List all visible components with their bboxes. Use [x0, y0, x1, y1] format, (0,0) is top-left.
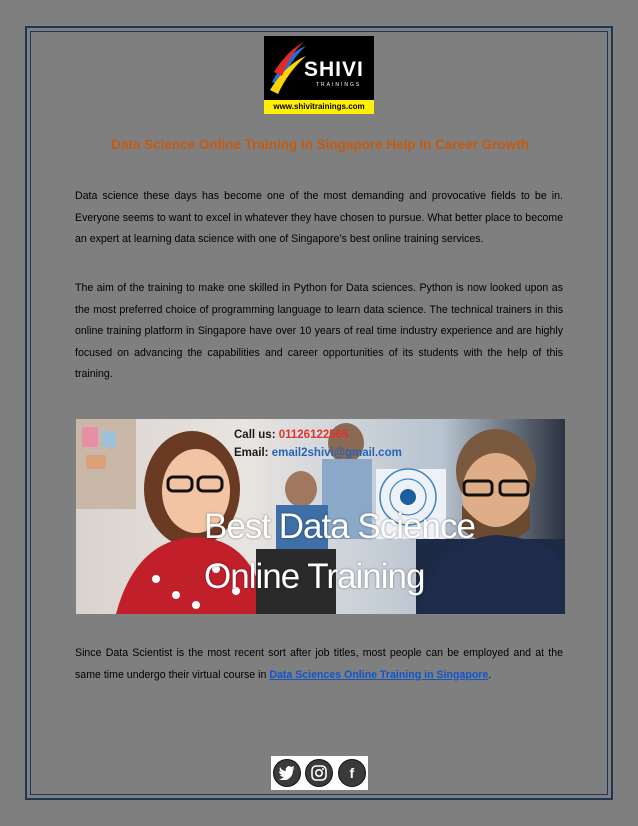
closing-end: . — [488, 668, 492, 681]
banner-headline-line2: Online Training — [204, 557, 425, 596]
logo-tagline: TRAININGS — [316, 82, 362, 88]
logo-url[interactable]: www.shivitrainings.com — [264, 100, 374, 114]
banner-headline-line1: Best Data Science — [204, 507, 475, 546]
training-link[interactable]: Data Sciences Online Training in Singapore — [269, 668, 489, 681]
twitter-icon[interactable] — [273, 759, 301, 787]
social-icons-bar — [271, 756, 368, 790]
email-label: Email: — [234, 447, 272, 459]
facebook-icon[interactable]: f — [338, 759, 366, 787]
call-label: Call us: — [234, 429, 279, 441]
call-number[interactable]: 01126122565 — [278, 429, 349, 441]
closing-text: Since Data Scientist is the most recent sort after job titles, most people can be employed and at the same time undergo their virtual course in — [75, 647, 563, 681]
paragraph-intro: Data science these days has become one of the most demanding and provocative fields to be in. Everyone seems to want to excel in whatever they have chosen to pursue. What better place to become an expert at learning data science with one of Singapore’s best online training services. — [75, 190, 563, 245]
banner-email[interactable] — [234, 447, 402, 459]
shivi-logo[interactable] — [264, 36, 374, 114]
logo-swoosh-icon — [268, 42, 308, 100]
training-banner[interactable] — [76, 419, 565, 614]
page-title: Data Science Online Training in Singapore Help in Career Growth — [111, 137, 529, 152]
paragraph-aim: The aim of the training to make one skilled in Python for Data sciences. Python is now looked upon as the most preferred choice of programming language to learn data science. The technical trainers in this online training platform in Singapore have over 10 years of real time industry experience and are highly focused on advancing the capabilities and career opportunities of its students with the help of this training. — [75, 282, 563, 380]
email-value[interactable]: email2shivi@gmail.com — [271, 447, 402, 459]
instagram-icon[interactable] — [305, 759, 333, 787]
logo-brand: SHIVI — [304, 58, 364, 81]
banner-phone[interactable] — [234, 429, 348, 441]
paragraph-closing — [75, 643, 563, 686]
